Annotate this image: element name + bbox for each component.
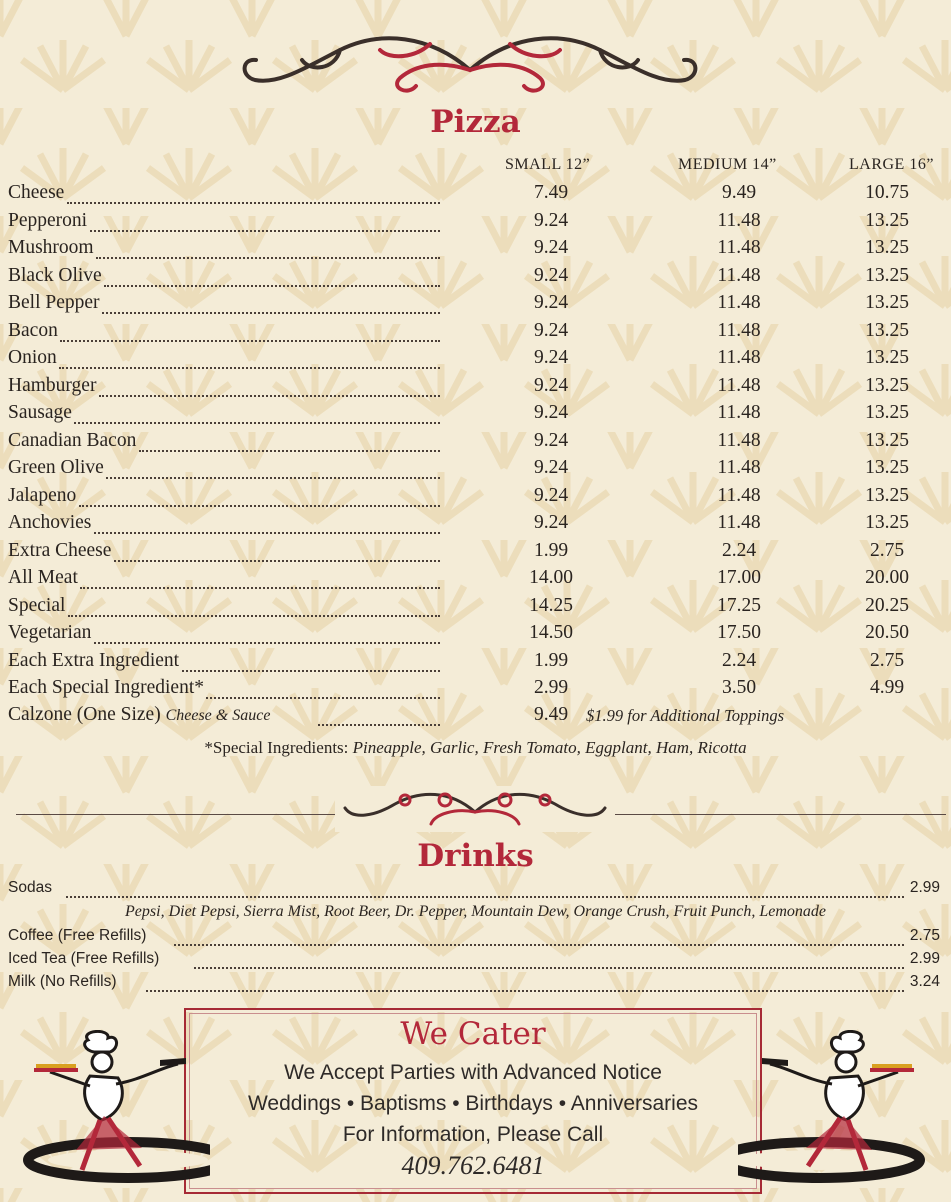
price-medium: 11.48 [717,347,761,368]
pizza-item-row [8,457,948,484]
price-large: 4.99 [869,677,905,698]
pizza-item-row [8,237,948,264]
dot-leader [67,196,440,204]
pizza-item-row [8,320,948,347]
drink-name: Milk (No Refills) [8,973,117,990]
pizza-item-row [8,567,948,594]
catering-phone-number: 409.762.6481 [401,1151,545,1180]
catering-events-line: Weddings • Baptisms • Birthdays • Anniversaries [247,1092,699,1115]
column-header-medium: MEDIUM 14” [678,156,777,173]
price-small: 9.24 [533,264,569,286]
special-ingredients-footnote [0,738,951,758]
price-small: 14.25 [529,594,573,616]
price-small: 9.24 [533,209,569,231]
price-medium: 11.48 [717,319,761,341]
price-large: 13.25 [865,374,909,396]
price-medium: 9.49 [721,182,757,203]
price-large: 20.00 [865,567,909,588]
price-medium: 17.25 [717,594,761,616]
pizza-item-row [8,677,948,704]
catering-parties-line: We Accept Parties with Advanced Notice [284,1061,662,1084]
price-medium: 11.48 [717,512,761,533]
price-small: 2.99 [533,677,569,698]
pizza-item-row [8,430,948,457]
price-small: 9.24 [533,237,569,258]
dot-leader [139,444,440,452]
top-flourish-ornament [240,30,700,100]
drinks-section-title: Drinks [417,838,534,874]
price-medium: 17.50 [717,622,761,643]
pizza-item-name: Onion [8,347,57,368]
pizza-item-row [8,540,948,567]
dot-leader [90,224,440,232]
calzone-subtitle: Cheese & Sauce [165,707,271,724]
footnote-items: Pineapple, Garlic, Fresh Tomato, Eggplant, Ham, Ricotta [352,738,747,757]
price-large: 2.75 [869,539,905,561]
price-medium: 2.24 [721,649,757,671]
drink-price: 2.75 [909,927,940,944]
dot-leader [96,251,440,259]
price-large: 13.25 [865,319,909,341]
dot-leader [99,389,440,397]
price-medium: 17.00 [717,567,761,588]
price-large: 13.25 [865,512,909,533]
soda-flavors-list: Pepsi, Diet Pepsi, Sierra Mist, Root Beer, Dr. Pepper, Mountain Dew, Orange Crush, Fruit Punch, Lemonade [125,903,826,920]
drink-price: 2.99 [909,950,940,967]
pizza-item-name: Black Olive [8,264,102,286]
drink-price: 3.24 [909,973,940,990]
pizza-item-row [8,347,948,374]
footnote-label: *Special Ingredients: [204,738,349,757]
drink-row [8,950,940,972]
price-small: 9.24 [533,429,569,451]
price-medium: 11.48 [717,237,761,258]
price-small: 9.24 [533,457,569,478]
price-large: 13.25 [865,264,909,286]
price-medium: 3.50 [721,677,757,698]
dot-leader [60,334,440,342]
price-large: 13.25 [865,484,909,506]
drink-price: 2.99 [909,879,940,896]
pizza-item-row [8,402,948,429]
dot-leader [318,718,440,726]
dot-leader [68,609,440,617]
pizza-item-row [8,265,948,292]
price-small: 9.24 [533,292,569,313]
price-large: 13.25 [865,237,909,258]
calzone-label: Calzone (One Size) [8,704,161,725]
pizza-item-name: Pepperoni [8,209,88,231]
pizza-item-name: Hamburger [8,374,97,396]
chef-illustration-icon [738,1030,938,1190]
calzone-row [8,704,948,731]
pizza-section-title: Pizza [430,104,521,140]
price-small: 9.24 [533,347,569,368]
pizza-item-row [8,512,948,539]
pizza-item-name: Green Olive [8,457,104,478]
price-medium: 11.48 [717,457,761,478]
price-large: 2.75 [869,649,905,671]
price-small: 9.24 [533,402,569,423]
pizza-item-row [8,650,948,677]
price-medium: 11.48 [717,264,761,286]
pizza-item-row [8,485,948,512]
pizza-item-name: Anchovies [8,512,92,533]
dot-leader [174,940,904,946]
dot-leader [206,691,440,699]
price-medium: 11.48 [717,374,761,396]
pizza-item-name: Bacon [8,319,58,341]
dot-leader [194,963,904,969]
price-large: 13.25 [865,457,909,478]
pizza-item-name: Extra Cheese [8,539,112,561]
price-medium: 11.48 [717,484,761,506]
price-large: 20.50 [865,622,909,643]
column-header-large: LARGE 16” [849,156,934,173]
pizza-item-name: Bell Pepper [8,292,100,313]
price-medium: 2.24 [721,539,757,561]
price-small: 7.49 [533,182,569,203]
price-medium: 11.48 [717,402,761,423]
dot-leader [94,636,440,644]
calzone-topping-note: $1.99 for Additional Toppings [586,706,785,725]
dot-leader [182,664,440,672]
pizza-item-row [8,375,948,402]
pizza-item-row [8,292,948,319]
pizza-item-name: Canadian Bacon [8,429,137,451]
price-large: 13.25 [865,347,909,368]
dot-leader [104,279,440,287]
dot-leader [94,526,440,534]
price-large: 13.25 [865,209,909,231]
drink-name: Iced Tea (Free Refills) [8,950,160,967]
dot-leader [102,306,440,314]
dot-leader [74,416,440,424]
pizza-item-name: Cheese [8,182,65,203]
dot-leader [114,554,440,562]
price-small: 9.24 [533,374,569,396]
price-small: 14.00 [529,567,573,588]
pizza-item-name: Jalapeno [8,484,77,506]
dot-leader [146,986,904,992]
drink-name: Coffee (Free Refills) [8,927,147,944]
price-medium: 11.48 [717,429,761,451]
dot-leader [106,471,440,479]
price-large: 10.75 [865,182,909,203]
drink-row [8,927,940,949]
pizza-item-name: Mushroom [8,237,94,258]
pizza-item-row [8,595,948,622]
chef-illustration-icon [10,1030,210,1190]
dot-leader [79,499,440,507]
price-small: 9.24 [533,319,569,341]
price-small: 1.99 [533,649,569,671]
pizza-item-row [8,622,948,649]
drink-name: Sodas [8,879,52,896]
price-small: 9.24 [533,484,569,506]
drink-row [8,973,940,995]
price-large: 13.25 [865,292,909,313]
pizza-item-row [8,182,948,209]
price-small: 1.99 [533,539,569,561]
price-large: 20.25 [865,594,909,616]
pizza-item-name: Each Special Ingredient* [8,677,204,698]
pizza-item-name: Each Extra Ingredient [8,649,180,671]
price-large: 13.25 [865,429,909,451]
price-small: 14.50 [529,622,573,643]
price-small: 9.24 [533,512,569,533]
pizza-item-name: Sausage [8,402,72,423]
pizza-item-name: Special [8,594,66,616]
price-medium: 11.48 [717,292,761,313]
dot-leader [66,892,904,898]
pizza-item-name: All Meat [8,567,78,588]
price-medium: 11.48 [717,209,761,231]
column-header-small: SMALL 12” [505,156,591,173]
calzone-price: 9.49 [533,704,569,725]
price-large: 13.25 [865,402,909,423]
dot-leader [80,581,440,589]
pizza-item-name: Vegetarian [8,622,92,643]
catering-info-line: For Information, Please Call [342,1123,604,1146]
calzone-name [8,704,270,726]
dot-leader [59,361,440,369]
catering-title: We Cater [400,1016,546,1052]
drink-row [8,879,940,901]
pizza-item-row [8,210,948,237]
middle-flourish-ornament [335,786,615,832]
